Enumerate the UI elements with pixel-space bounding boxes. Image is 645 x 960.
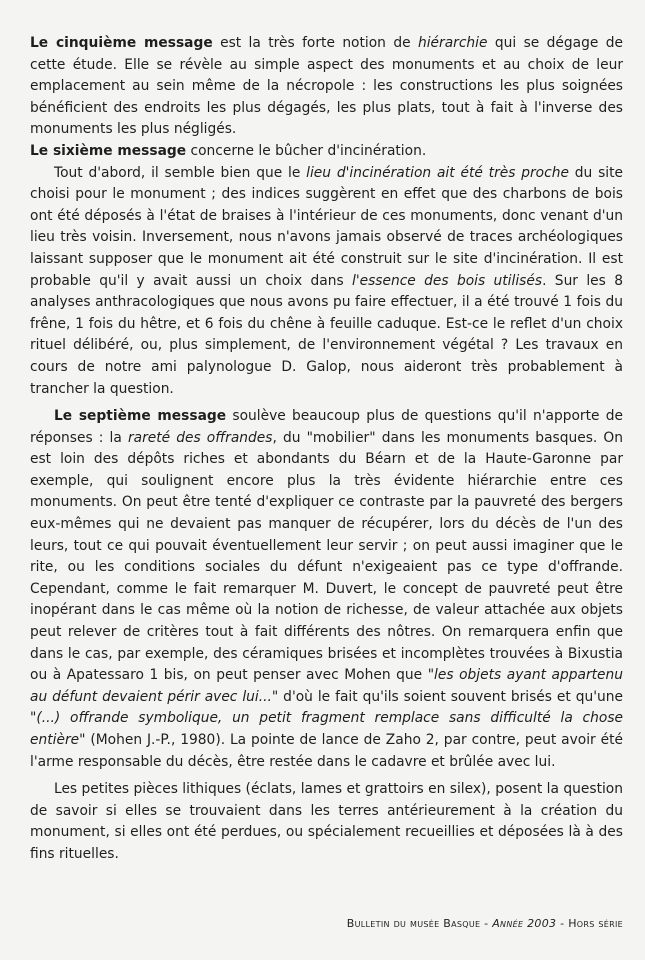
footer-series: Hors série [568,917,623,930]
paragraph-fifth-message [30,33,623,141]
message-heading: Le cinquième message [30,35,213,51]
emphasis-text: "(...) offrande symbolique, un petit fragment remplace sans difficulté la chose entière" [30,710,623,748]
body-text: du site choisi pour le monument ; des indices suggèrent en effet que des charbons de bois ont été déposés à l'état de braises à l'intérieur de ces monuments, donc venant d'un lieu très voisin. Inversement, nous n'avons jamais observé de traces archéologiques laissant supposer que le monument ait été construit sur le site d'incinération. Il est probable qu'il y avait aussi un choix dans [30,164,623,289]
footer-separator: - [480,917,493,930]
body-text: d'où le fait qu'ils soient souvent brisés et qu'une [278,688,623,705]
body-text: concerne le bûcher d'incinération. [186,142,427,159]
footer-year: Année 2003 [492,917,557,930]
footer-separator: - [556,917,569,930]
emphasis-text: "les objets ayant appartenu au défunt devaient périr avec lui..." [30,667,624,705]
body-text: Les petites pièces lithiques (éclats, lames et grattoirs en silex), posent la question de savoir si elles se trouvaient dans les terres antérieurement à la création du monument, si elles ont été perdues, ou spécialement recueillies et déposées là à des fins rituelles. [30,781,623,862]
paragraph-sixth-message [30,141,623,163]
paragraph-seventh-message [30,406,623,773]
emphasis-text: hiérarchie [417,35,488,51]
footer-journal: Bulletin du musée Basque [346,917,481,930]
emphasis-text: l'essence des bois utilisés [352,272,543,289]
page-footer [347,917,623,930]
article-body [30,33,623,866]
body-text: . Sur les 8 analyses anthracologiques que nous avons pu faire effectuer, il a été trouvé 1 fois du frêne, 1 fois du hêtre, et 6 fois du chêne à feuille caduque. Est-ce le reflet d'un choix rituel délibéré, ou, plus simplement, de l'environnement végétal ? Les travaux en cours de notre ami palynologue D. Galop, nous aideront très probablement à trancher la question. [30,272,623,397]
body-text: qui se dégage de cette étude. Elle se révèle au simple aspect des monuments et au choix de leur emplacement au sein même de la nécropole : les constructions les plus soignées bénéficient des endroits les plus dégagés, les plus plats, tout à fait à l'inverse des monuments les plus négligés. [30,35,623,138]
emphasis-text: rareté des offrandes [127,429,273,446]
body-text: (Mohen J.-P., 1980). La pointe de lance de Zaho 2, par contre, peut avoir été l'arme responsable du décès, être restée dans le cadavre et brûlée avec lui. [30,732,623,770]
body-text: est la très forte notion de [212,35,418,51]
paragraph-lithic-pieces [30,779,623,865]
body-text: soulève beaucoup plus de questions qu'il n'apporte de réponses : la [30,408,623,446]
message-heading: Le septième message [54,408,227,425]
body-text: Tout d'abord, il semble bien que le [54,164,307,181]
emphasis-text: lieu d'incinération ait été très proche [306,164,569,181]
message-heading: Le sixième message [30,142,187,159]
paragraph-incineration-site [30,163,623,401]
body-text: , du "mobilier" dans les monuments basques. On est loin des dépôts riches et abondants du Béarn et de la Haute-Garonne par exemple, qui soulignent encore plus la très évidente hiérarchie entre ces monuments. On peut être tenté d'expliquer ce contraste par la pauvreté des bergers eux-mêmes qui ne devaient pas manquer de récupérer, lors du décès de l'un des leurs, tout ce qui pouvait éventuellement leur servir ; on peut aussi imaginer que le rite, ou les conditions sociales du défunt n'exigeaient pas ce type d'offrande. Cependant, comme le fait remarquer M. Duvert, le concept de pauvreté peut être inopérant dans le cas même où la notion de richesse, de valeur attachée aux objets peut relever de critères tout à fait différents des nôtres. On remarquera enfin que dans le cas, par exemple, des céramiques brisées et incomplètes trouvées à Bixustia ou à Apatessaro 1 bis, on peut penser avec Mohen que [30,429,623,684]
